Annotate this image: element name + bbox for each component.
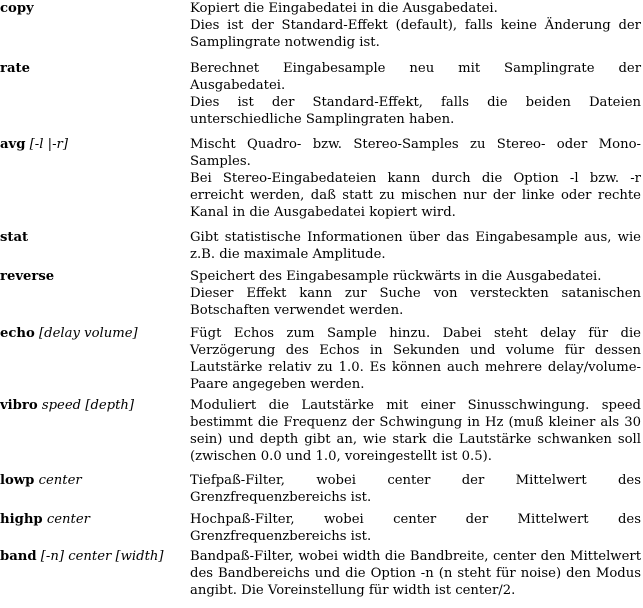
description-paragraph: Speichert des Eingabesample rückwärts in die Ausgabedatei. (190, 269, 602, 284)
command-name: lowp (0, 473, 35, 488)
description-lowp (190, 472, 641, 506)
description-paragraph: Hochpaß-Filter, wobei center der Mittelwert des Grenzfrequenzbereichs ist. (190, 512, 641, 544)
command-name: highp (0, 512, 43, 527)
description-paragraph: Moduliert die Lautstärke mit einer Sinusschwingung. speed bestimmt die Frequenz der Schwingung in Hz (muß kleiner als 30 sein) und depth gibt an, wie stark die Lautstärke schwanken soll (zwischen 0.0 und 1.0, voreingestellt ist 0.5). (190, 398, 641, 464)
command-args: [delay volume] (39, 326, 138, 341)
description-paragraph: Berechnet Eingabesample neu mit Samplingrate der Ausgabedatei. (190, 61, 641, 93)
term-stat (0, 229, 186, 246)
command-args: center (46, 512, 90, 527)
entry-avg (0, 136, 643, 229)
entry-vibro (0, 397, 643, 472)
description-paragraph: Dies ist der Standard-Effekt (default), falls keine Änderung der Samplingrate notwendig ist. (190, 18, 641, 50)
description-reverse (190, 268, 641, 319)
description-vibro (190, 397, 641, 465)
term-copy (0, 0, 186, 17)
term-reverse (0, 268, 186, 285)
description-highp (190, 511, 641, 545)
term-avg (0, 136, 186, 153)
entry-band (0, 548, 643, 604)
entry-stat (0, 229, 643, 268)
description-paragraph: Tiefpaß-Filter, wobei center der Mittelwert des Grenzfrequenzbereichs ist. (190, 473, 641, 505)
command-name: reverse (0, 269, 55, 284)
description-stat (190, 229, 641, 263)
description-paragraph: Gibt statistische Informationen über das Eingabesample aus, wie z.B. die maximale Amplitude. (190, 230, 641, 262)
command-args: center (38, 473, 82, 488)
entry-rate (0, 60, 643, 136)
description-echo (190, 325, 641, 393)
command-name: copy (0, 1, 34, 16)
description-paragraph: Dieser Effekt kann zur Suche von versteckten satanischen Botschaften verwendet werden. (190, 286, 641, 318)
description-avg (190, 136, 641, 221)
term-echo (0, 325, 186, 342)
command-name: vibro (0, 398, 38, 413)
term-lowp (0, 472, 186, 489)
entry-highp (0, 511, 643, 548)
description-paragraph: Dies ist der Standard-Effekt, falls die beiden Dateien unterschiedliche Samplingraten haben. (190, 95, 641, 127)
term-band (0, 548, 186, 565)
term-vibro (0, 397, 186, 414)
command-name: stat (0, 230, 29, 245)
description-band (190, 548, 641, 599)
description-paragraph: Fügt Echos zum Sample hinzu. Dabei steht delay für die Verzögerung des Echos in Sekunden und volume für dessen Lautstärke relativ zu 1.0. Es können auch mehrere delay/volume-Paare angegeben werden. (190, 326, 641, 392)
command-args: speed [depth] (41, 398, 135, 413)
description-rate (190, 60, 641, 128)
command-name: echo (0, 326, 35, 341)
entry-reverse (0, 268, 643, 325)
entry-lowp (0, 472, 643, 511)
description-paragraph: Bandpaß-Filter, wobei width die Bandbreite, center den Mittelwert des Bandbereichs und die Option -n (n steht für noise) den Modus angibt. Die Voreinstellung für width ist center/2. (190, 549, 641, 598)
term-rate (0, 60, 186, 77)
term-highp (0, 511, 186, 528)
description-paragraph: Bei Stereo-Eingabedateien kann durch die Option -l bzw. -r erreicht werden, daß statt zu mischen nur der linke oder rechte Kanal in die Ausgabedatei kopiert wird. (190, 171, 641, 220)
command-name: avg (0, 137, 26, 152)
description-paragraph: Mischt Quadro- bzw. Stereo-Samples zu Stereo- oder Mono-Samples. (190, 137, 641, 169)
command-args: [-l |-r] (29, 137, 68, 152)
description-copy (190, 0, 641, 51)
description-paragraph: Kopiert die Eingabedatei in die Ausgabedatei. (190, 1, 498, 16)
entry-echo (0, 325, 643, 397)
entry-copy (0, 0, 643, 60)
command-name: band (0, 549, 37, 564)
command-name: rate (0, 61, 30, 76)
command-args: [-n] center [width] (40, 549, 164, 564)
